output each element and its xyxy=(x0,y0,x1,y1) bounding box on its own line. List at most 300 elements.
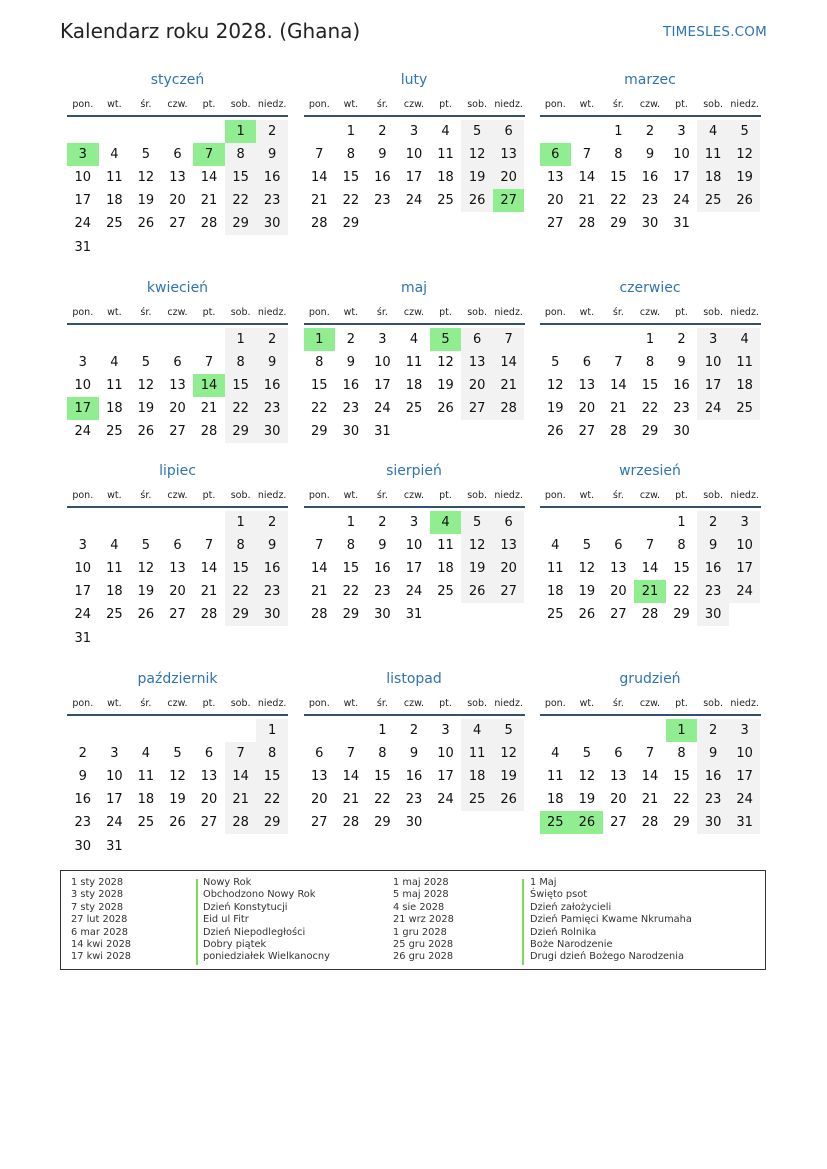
day-cell: 27 xyxy=(311,815,328,831)
day-cell: 7 xyxy=(582,147,591,163)
day-cell: 22 xyxy=(374,792,391,808)
month-name: wrzesień xyxy=(619,463,681,479)
day-cell: 16 xyxy=(74,792,92,808)
month-name: październik xyxy=(137,671,218,687)
day-cell: 4 xyxy=(461,719,493,742)
day-cell: 13 xyxy=(461,351,493,374)
day-cell: 30 xyxy=(342,424,360,440)
day-cell: 18 xyxy=(547,584,564,600)
day-cell: 23 xyxy=(641,193,659,209)
day-cell: 12 xyxy=(137,170,155,186)
day-cell: 3 xyxy=(729,719,761,742)
weekday-label: śr. xyxy=(612,99,624,110)
day-cell: 11 xyxy=(461,742,493,765)
day-cell: 28 xyxy=(610,424,627,440)
day-cell: 4 xyxy=(729,328,761,351)
day-cell: 14 xyxy=(200,561,218,577)
day-cell: 16 xyxy=(697,557,729,580)
weekday-header xyxy=(540,490,761,506)
day-cell: 9 xyxy=(645,147,655,163)
month-name: maj xyxy=(400,280,428,296)
day-cell: 20 xyxy=(311,792,328,808)
day-cell: 31 xyxy=(74,630,92,646)
day-cell: 12 xyxy=(137,561,155,577)
day-cell: 2 xyxy=(409,723,419,738)
day-cell: 27 xyxy=(610,607,627,623)
day-cell: 10 xyxy=(437,746,454,762)
weekday-label: pon. xyxy=(308,490,330,501)
day-cell: 18 xyxy=(461,765,493,788)
weekday-label: wt. xyxy=(579,490,595,501)
day-cell: 26 xyxy=(461,580,493,603)
day-cell: 18 xyxy=(106,401,123,417)
day-cell: 29 xyxy=(225,420,257,443)
day-cell: 4 xyxy=(110,355,119,371)
day-cell: 6 xyxy=(461,328,493,351)
day-cell: 19 xyxy=(461,557,493,580)
weekday-label: pt. xyxy=(439,99,452,110)
day-cell: 18 xyxy=(137,792,155,808)
day-cell: 18 xyxy=(106,584,123,600)
day-cell: 8 xyxy=(225,351,257,374)
day-cell: 23 xyxy=(256,189,288,212)
day-cell: 27 xyxy=(169,424,186,440)
day-cell: 7 xyxy=(315,538,324,554)
weekday-label: pon. xyxy=(72,698,94,709)
day-cell: 14 xyxy=(493,351,525,374)
weekday-label: pt. xyxy=(675,307,688,318)
weekday-label: śr. xyxy=(376,99,388,110)
day-cell: 2 xyxy=(346,332,355,347)
legend-date: 17 kwi 2028 xyxy=(71,951,132,963)
day-cell: 26 xyxy=(578,607,596,623)
day-cell: 17 xyxy=(106,792,123,808)
day-cell: 7 xyxy=(645,538,655,554)
day-cell: 28 xyxy=(225,811,257,834)
day-cell: 24 xyxy=(405,584,423,600)
weekday-label: czw. xyxy=(403,698,425,709)
day-cell: 16 xyxy=(405,769,423,785)
day-cell: 27 xyxy=(169,607,186,623)
legend-holiday-name: Dobry piątek xyxy=(203,939,267,951)
day-cell: 6 xyxy=(173,355,182,371)
day-cell: 13 xyxy=(169,170,186,186)
day-cell: 23 xyxy=(405,792,423,808)
day-cell: 6 xyxy=(493,120,525,143)
brand-logo[interactable]: TIMESLES.COM xyxy=(663,24,767,40)
day-cell: 13 xyxy=(610,561,627,577)
legend-holiday-name: Dzień założycieli xyxy=(530,901,612,913)
legend-holiday-name: Dzień Pamięci Kwame Nkrumaha xyxy=(530,914,692,926)
weekday-label: pt. xyxy=(202,490,216,501)
day-cell: 3 xyxy=(78,538,87,554)
day-cell: 2 xyxy=(256,120,288,143)
weekday-label: wt. xyxy=(579,698,595,709)
holiday-day-cell: 6 xyxy=(540,143,572,166)
day-cell: 5 xyxy=(461,120,493,143)
day-cell: 27 xyxy=(578,424,596,440)
day-cell: 6 xyxy=(173,538,182,554)
weekday-header xyxy=(67,99,288,115)
weekday-label: niedz. xyxy=(730,99,759,110)
day-cell: 3 xyxy=(729,511,761,534)
weekday-label: sob. xyxy=(467,307,488,318)
day-cell: 10 xyxy=(106,769,123,785)
day-cell: 13 xyxy=(169,378,186,394)
weekday-label: czw. xyxy=(167,99,188,110)
holiday-day-cell: 7 xyxy=(193,143,225,166)
day-cell: 21 xyxy=(641,792,659,808)
day-cell: 4 xyxy=(441,124,450,139)
day-cell: 3 xyxy=(441,723,450,738)
day-cell: 11 xyxy=(437,538,454,554)
weekday-label: czw. xyxy=(639,490,661,501)
day-cell: 20 xyxy=(169,401,186,417)
day-cell: 14 xyxy=(342,769,360,785)
day-cell: 19 xyxy=(493,765,525,788)
day-cell: 12 xyxy=(578,769,596,785)
day-cell: 23 xyxy=(256,397,288,420)
holiday-day-cell: 5 xyxy=(430,328,462,351)
day-cell: 13 xyxy=(547,170,564,186)
day-cell: 1 xyxy=(346,124,355,139)
day-cell: 22 xyxy=(673,792,690,808)
day-cell: 17 xyxy=(374,378,391,394)
day-cell: 20 xyxy=(461,374,493,397)
day-cell: 14 xyxy=(200,170,218,186)
weekday-header xyxy=(67,307,288,323)
day-cell: 1 xyxy=(346,515,355,530)
day-cell: 12 xyxy=(493,742,525,765)
day-cell: 21 xyxy=(200,584,218,600)
legend-date: 14 kwi 2028 xyxy=(71,939,132,951)
weekday-label: śr. xyxy=(140,490,152,501)
day-cell: 5 xyxy=(729,120,761,143)
weekday-label: śr. xyxy=(376,307,388,318)
weekday-label: sob. xyxy=(703,490,724,501)
day-cell: 6 xyxy=(493,511,525,534)
legend-holiday-name: Nowy Rok xyxy=(203,877,252,888)
day-cell: 30 xyxy=(256,603,288,626)
day-cell: 23 xyxy=(697,788,729,811)
day-cell: 15 xyxy=(311,378,328,394)
weekday-label: wt. xyxy=(343,99,359,110)
day-cell: 13 xyxy=(610,769,627,785)
weekday-label: czw. xyxy=(639,99,661,110)
weekday-label: pon. xyxy=(308,307,330,318)
day-cell: 24 xyxy=(106,815,123,831)
weekday-label: śr. xyxy=(376,698,388,709)
month-name: kwiecień xyxy=(146,280,209,296)
day-cell: 31 xyxy=(673,216,690,232)
day-cell: 19 xyxy=(137,584,155,600)
day-cell: 17 xyxy=(729,765,761,788)
day-cell: 18 xyxy=(547,792,564,808)
day-cell: 5 xyxy=(582,746,591,762)
day-cell: 19 xyxy=(137,193,155,209)
day-cell: 8 xyxy=(315,355,324,371)
legend-separator xyxy=(522,879,524,965)
legend-date: 1 gru 2028 xyxy=(393,926,447,938)
day-cell: 23 xyxy=(256,580,288,603)
weekday-label: pt. xyxy=(675,99,688,110)
legend-holiday-name: Dzień Rolnika xyxy=(530,926,597,938)
header-rule xyxy=(540,506,761,508)
weekday-label: sob. xyxy=(230,99,251,110)
day-cell: 16 xyxy=(256,374,288,397)
day-cell: 12 xyxy=(461,143,493,166)
day-cell: 1 xyxy=(225,328,257,351)
day-cell: 10 xyxy=(405,147,423,163)
day-cell: 27 xyxy=(169,216,186,232)
legend-names-right xyxy=(530,877,692,964)
day-cell: 13 xyxy=(578,378,596,394)
weekday-label: sob. xyxy=(467,698,488,709)
day-cell: 7 xyxy=(315,147,324,163)
legend-date: 26 gru 2028 xyxy=(393,951,454,963)
day-cell: 16 xyxy=(256,166,288,189)
day-cell: 27 xyxy=(610,815,627,831)
day-cell: 14 xyxy=(578,170,596,186)
day-cell: 17 xyxy=(405,561,423,577)
day-cell: 7 xyxy=(493,328,525,351)
day-cell: 20 xyxy=(493,557,525,580)
day-cell: 8 xyxy=(346,538,355,554)
weekday-label: czw. xyxy=(639,698,661,709)
day-cell: 5 xyxy=(173,746,182,762)
day-cell: 3 xyxy=(409,124,419,139)
day-cell: 24 xyxy=(74,216,92,232)
day-cell: 16 xyxy=(697,765,729,788)
legend-date: 7 sty 2028 xyxy=(71,901,124,913)
day-cell: 19 xyxy=(578,584,596,600)
day-cell: 11 xyxy=(106,170,123,186)
weekday-label: pt. xyxy=(202,307,216,318)
day-cell: 15 xyxy=(225,557,257,580)
holiday-day-cell: 4 xyxy=(430,511,462,534)
day-cell: 8 xyxy=(645,355,655,371)
header-rule xyxy=(67,506,288,508)
legend-holiday-name: Boże Narodzenie xyxy=(530,939,613,951)
day-cell: 11 xyxy=(106,561,123,577)
day-cell: 25 xyxy=(697,189,729,212)
day-cell: 11 xyxy=(697,143,729,166)
weekday-label: czw. xyxy=(403,99,425,110)
day-cell: 30 xyxy=(673,424,690,440)
weekday-label: sob. xyxy=(230,490,251,501)
weekday-label: pt. xyxy=(675,490,688,501)
day-cell: 24 xyxy=(673,193,690,209)
day-cell: 28 xyxy=(641,815,659,831)
day-cell: 20 xyxy=(610,584,627,600)
day-cell: 2 xyxy=(697,719,729,742)
weekday-label: wt. xyxy=(107,490,122,501)
holiday-day-cell: 21 xyxy=(634,580,666,603)
day-cell: 19 xyxy=(461,166,493,189)
weekday-label: niedz. xyxy=(730,307,759,318)
day-cell: 26 xyxy=(461,189,493,212)
day-cell: 17 xyxy=(729,557,761,580)
day-cell: 22 xyxy=(225,189,257,212)
day-cell: 27 xyxy=(200,815,218,831)
day-cell: 28 xyxy=(200,424,218,440)
day-cell: 27 xyxy=(461,397,493,420)
day-cell: 20 xyxy=(200,792,218,808)
day-cell: 18 xyxy=(106,193,123,209)
day-cell: 4 xyxy=(551,746,560,762)
weekday-header xyxy=(67,698,288,714)
day-cell: 31 xyxy=(74,239,92,255)
month-name: czerwiec xyxy=(619,280,681,296)
day-cell: 8 xyxy=(378,746,387,762)
day-cell: 15 xyxy=(342,561,360,577)
weekday-label: czw. xyxy=(639,307,661,318)
weekday-header xyxy=(540,698,761,714)
weekday-label: niedz. xyxy=(494,490,523,501)
day-cell: 19 xyxy=(547,401,564,417)
weekday-label: czw. xyxy=(167,490,188,501)
day-cell: 22 xyxy=(610,193,627,209)
month-name: luty xyxy=(400,72,428,88)
day-cell: 21 xyxy=(200,193,218,209)
legend-holiday-name: poniedziałek Wielkanocny xyxy=(203,951,330,963)
weekday-label: czw. xyxy=(167,307,188,318)
weekday-label: niedz. xyxy=(257,490,287,501)
weekday-header xyxy=(67,490,288,506)
day-cell: 21 xyxy=(493,374,525,397)
day-cell: 17 xyxy=(74,193,92,209)
day-cell: 30 xyxy=(697,811,729,834)
day-cell: 5 xyxy=(582,538,591,554)
weekday-header xyxy=(304,490,525,506)
day-cell: 8 xyxy=(346,147,355,163)
day-cell: 13 xyxy=(493,143,525,166)
day-cell: 23 xyxy=(697,580,729,603)
day-cell: 12 xyxy=(169,769,186,785)
day-cell: 15 xyxy=(225,374,257,397)
legend-date: 3 sty 2028 xyxy=(71,889,124,901)
day-cell: 31 xyxy=(374,424,391,440)
day-cell: 12 xyxy=(547,378,564,394)
day-cell: 11 xyxy=(137,769,155,785)
day-cell: 19 xyxy=(169,792,186,808)
legend-date: 5 maj 2028 xyxy=(393,889,449,901)
day-cell: 12 xyxy=(437,355,454,371)
day-cell: 2 xyxy=(645,124,655,139)
day-cell: 15 xyxy=(342,170,360,186)
day-cell: 3 xyxy=(78,355,87,371)
day-cell: 20 xyxy=(493,166,525,189)
weekday-label: wt. xyxy=(343,490,359,501)
day-cell: 26 xyxy=(547,424,564,440)
day-cell: 13 xyxy=(493,534,525,557)
day-cell: 28 xyxy=(342,815,360,831)
weekday-label: śr. xyxy=(612,490,624,501)
day-cell: 16 xyxy=(641,170,659,186)
day-cell: 1 xyxy=(378,723,387,738)
day-cell: 10 xyxy=(74,561,92,577)
day-cell: 30 xyxy=(641,216,659,232)
day-cell: 9 xyxy=(346,355,355,371)
day-cell: 1 xyxy=(645,332,655,347)
legend-date: 1 maj 2028 xyxy=(393,877,449,888)
weekday-label: czw. xyxy=(167,698,188,709)
weekday-label: śr. xyxy=(612,307,624,318)
day-cell: 22 xyxy=(225,580,257,603)
day-cell: 14 xyxy=(641,561,659,577)
day-cell: 10 xyxy=(697,351,729,374)
day-cell: 4 xyxy=(141,746,151,762)
day-cell: 24 xyxy=(405,193,423,209)
day-cell: 26 xyxy=(137,424,155,440)
holiday-day-cell: 1 xyxy=(666,719,698,742)
day-cell: 9 xyxy=(256,143,288,166)
weekday-label: pt. xyxy=(439,490,452,501)
day-cell: 13 xyxy=(169,561,186,577)
day-cell: 25 xyxy=(106,424,123,440)
day-cell: 23 xyxy=(74,815,92,831)
day-cell: 29 xyxy=(225,603,257,626)
weekday-label: wt. xyxy=(107,307,122,318)
day-cell: 2 xyxy=(677,332,686,347)
weekday-label: śr. xyxy=(612,698,624,709)
weekday-label: wt. xyxy=(579,99,595,110)
day-cell: 14 xyxy=(311,170,328,186)
day-cell: 8 xyxy=(677,746,686,762)
day-cell: 25 xyxy=(461,788,493,811)
day-cell: 14 xyxy=(225,765,257,788)
day-cell: 4 xyxy=(697,120,729,143)
day-cell: 10 xyxy=(374,355,391,371)
day-cell: 29 xyxy=(673,607,690,623)
day-cell: 9 xyxy=(409,746,419,762)
holiday-day-cell: 17 xyxy=(67,397,99,420)
weekday-label: czw. xyxy=(403,307,425,318)
day-cell: 28 xyxy=(311,607,328,623)
day-cell: 30 xyxy=(256,420,288,443)
day-cell: 26 xyxy=(137,216,155,232)
day-cell: 29 xyxy=(311,424,328,440)
header-rule xyxy=(304,506,525,508)
day-cell: 3 xyxy=(110,746,119,762)
day-cell: 21 xyxy=(200,401,218,417)
day-cell: 19 xyxy=(437,378,454,394)
weekday-label: pon. xyxy=(72,307,94,318)
day-cell: 5 xyxy=(141,147,151,163)
month-name: marzec xyxy=(624,72,676,88)
day-cell: 22 xyxy=(311,401,328,417)
day-cell: 5 xyxy=(141,538,151,554)
day-cell: 4 xyxy=(551,538,560,554)
weekday-label: niedz. xyxy=(494,99,523,110)
header-rule xyxy=(540,115,761,117)
day-cell: 21 xyxy=(578,193,596,209)
day-cell: 3 xyxy=(697,328,729,351)
day-cell: 9 xyxy=(78,769,87,785)
day-cell: 3 xyxy=(378,332,387,347)
day-cell: 26 xyxy=(729,189,761,212)
weekday-header xyxy=(540,307,761,323)
day-cell: 18 xyxy=(437,170,454,186)
day-cell: 11 xyxy=(437,147,454,163)
holiday-day-cell: 3 xyxy=(67,143,99,166)
day-cell: 10 xyxy=(673,147,690,163)
day-cell: 29 xyxy=(342,607,360,623)
header-rule xyxy=(304,714,525,716)
weekday-label: śr. xyxy=(376,490,388,501)
day-cell: 10 xyxy=(729,534,761,557)
day-cell: 3 xyxy=(677,124,686,139)
